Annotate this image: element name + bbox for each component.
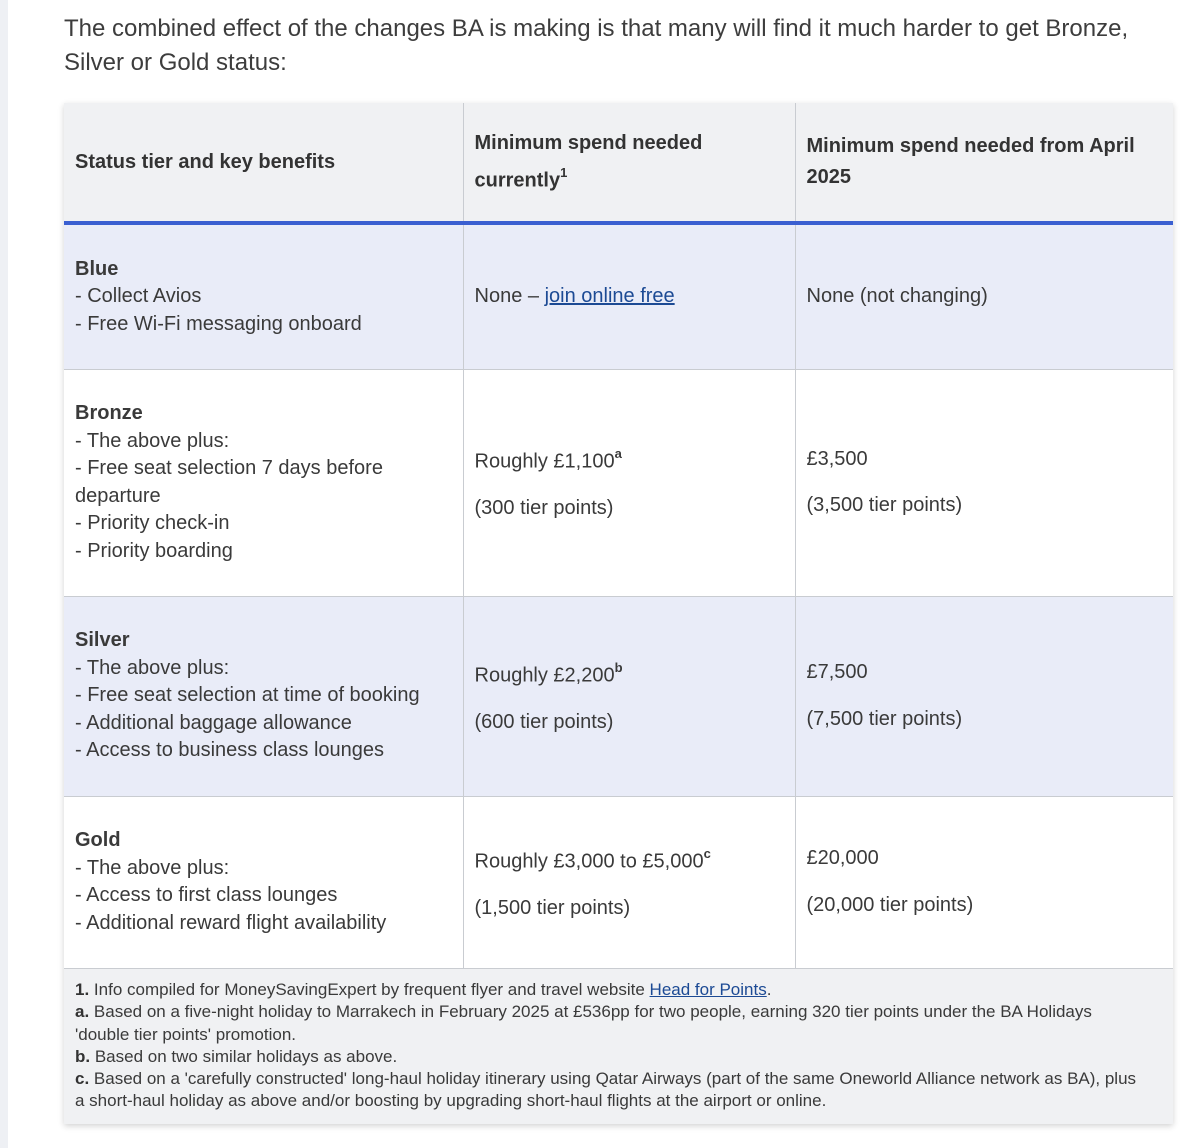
- tier-name: Bronze: [75, 402, 143, 424]
- bronze-benefits-cell: [64, 369, 463, 596]
- benefit-item: - Access to business class lounges: [75, 739, 385, 762]
- intro-paragraph: The combined effect of the changes BA is making is that many will find it much harder to get Bronze, Silver or Gold status:: [64, 15, 1129, 76]
- gold-benefits-cell: [64, 796, 463, 968]
- table-row-blue: [64, 223, 1173, 369]
- benefit-item: - Free seat selection at time of booking: [75, 684, 420, 707]
- current-tier-points: (1,500 tier points): [474, 897, 631, 920]
- benefit-item: - The above plus:: [75, 429, 230, 452]
- blue-april-cell: None (not changing): [795, 223, 1173, 369]
- april-tier-points: (20,000 tier points): [806, 893, 974, 916]
- tier-name: Silver: [75, 629, 130, 652]
- table-header-row: [64, 103, 1173, 223]
- status-tier-table: [64, 103, 1173, 968]
- silver-benefits-cell: [64, 596, 463, 796]
- bronze-april-cell: [795, 369, 1173, 596]
- benefit-item: - The above plus:: [75, 856, 230, 879]
- benefit-item: - Additional baggage allowance: [75, 711, 352, 734]
- benefit-item: - Free seat selection 7 days before departure: [75, 457, 383, 507]
- silver-current-cell: [463, 596, 795, 796]
- header-current-spend: Minimum spend needed currently$^1$: [463, 103, 795, 223]
- footnote-ref-1: 1: [560, 164, 568, 180]
- april-tier-points: (7,500 tier points): [806, 707, 963, 730]
- table-footnotes: [64, 968, 1173, 1124]
- benefit-item: - Additional reward flight availability: [75, 911, 387, 934]
- gold-current-cell: [463, 796, 795, 968]
- footnote-ref-b: b: [614, 659, 623, 675]
- benefit-item: - Priority check-in: [75, 512, 230, 534]
- footnote-ref-a: a: [614, 446, 622, 462]
- blue-current-cell: None – join online free: [463, 223, 795, 369]
- silver-april-cell: [795, 596, 1173, 796]
- blue-benefits-cell: [64, 223, 463, 369]
- benefit-item: - The above plus:: [75, 656, 230, 679]
- footnote-b: b. Based on two similar holidays as above.: [75, 1046, 398, 1066]
- table-row-bronze: [64, 369, 1173, 596]
- current-tier-points: (600 tier points): [474, 710, 614, 733]
- benefit-item: - Priority boarding: [75, 539, 233, 562]
- current-spend: Roughly £3,000 to £5,000$^c$: [474, 845, 711, 873]
- current-spend: Roughly £1,100$^a$: [474, 446, 622, 473]
- tier-name: Gold: [75, 829, 121, 852]
- tier-name: Blue: [75, 257, 119, 280]
- footnote-ref-c: c: [703, 845, 711, 861]
- benefit-item: - Collect Avios: [75, 285, 202, 307]
- footnote-c: c. Based on a 'carefully constructed' long-haul holiday itinerary using Qatar Airways (part of the same Oneworld Alliance network as BA), plus a short-haul holiday as above and/or boosting by upgrading short-haul flights at the airport or online.: [75, 1069, 1137, 1111]
- header-april-spend: Minimum spend needed from April 2025: [795, 103, 1173, 223]
- footnote-a: a. Based on a five-night holiday to Marrakech in February 2025 at £536pp for two people, earning 320 tier points under the BA Holidays 'double tier points' promotion.: [75, 1002, 1092, 1044]
- bronze-current-cell: [463, 369, 795, 596]
- benefit-item: - Free Wi-Fi messaging onboard: [75, 312, 362, 335]
- table-row-gold: [64, 796, 1173, 968]
- join-online-free-link[interactable]: join online free: [544, 285, 675, 307]
- footnote-1: 1. Info compiled for MoneySavingExpert by frequent flyer and travel website Head for Points.: [75, 980, 772, 999]
- head-for-points-link[interactable]: Head for Points: [649, 980, 767, 999]
- april-spend: £3,500: [806, 447, 868, 470]
- april-spend: £7,500: [806, 661, 868, 683]
- benefit-item: - Access to first class lounges: [75, 884, 338, 907]
- april-tier-points: (3,500 tier points): [806, 494, 963, 516]
- header-status-tier: Status tier and key benefits: [64, 103, 463, 223]
- status-tier-table-card: [64, 103, 1173, 1124]
- april-spend: £20,000: [806, 847, 879, 870]
- current-spend: Roughly £2,200$^b$: [474, 659, 623, 687]
- gold-april-cell: [795, 796, 1173, 968]
- current-tier-points: (300 tier points): [474, 497, 614, 520]
- table-row-silver: [64, 596, 1173, 796]
- page-left-rule: [0, 0, 8, 1148]
